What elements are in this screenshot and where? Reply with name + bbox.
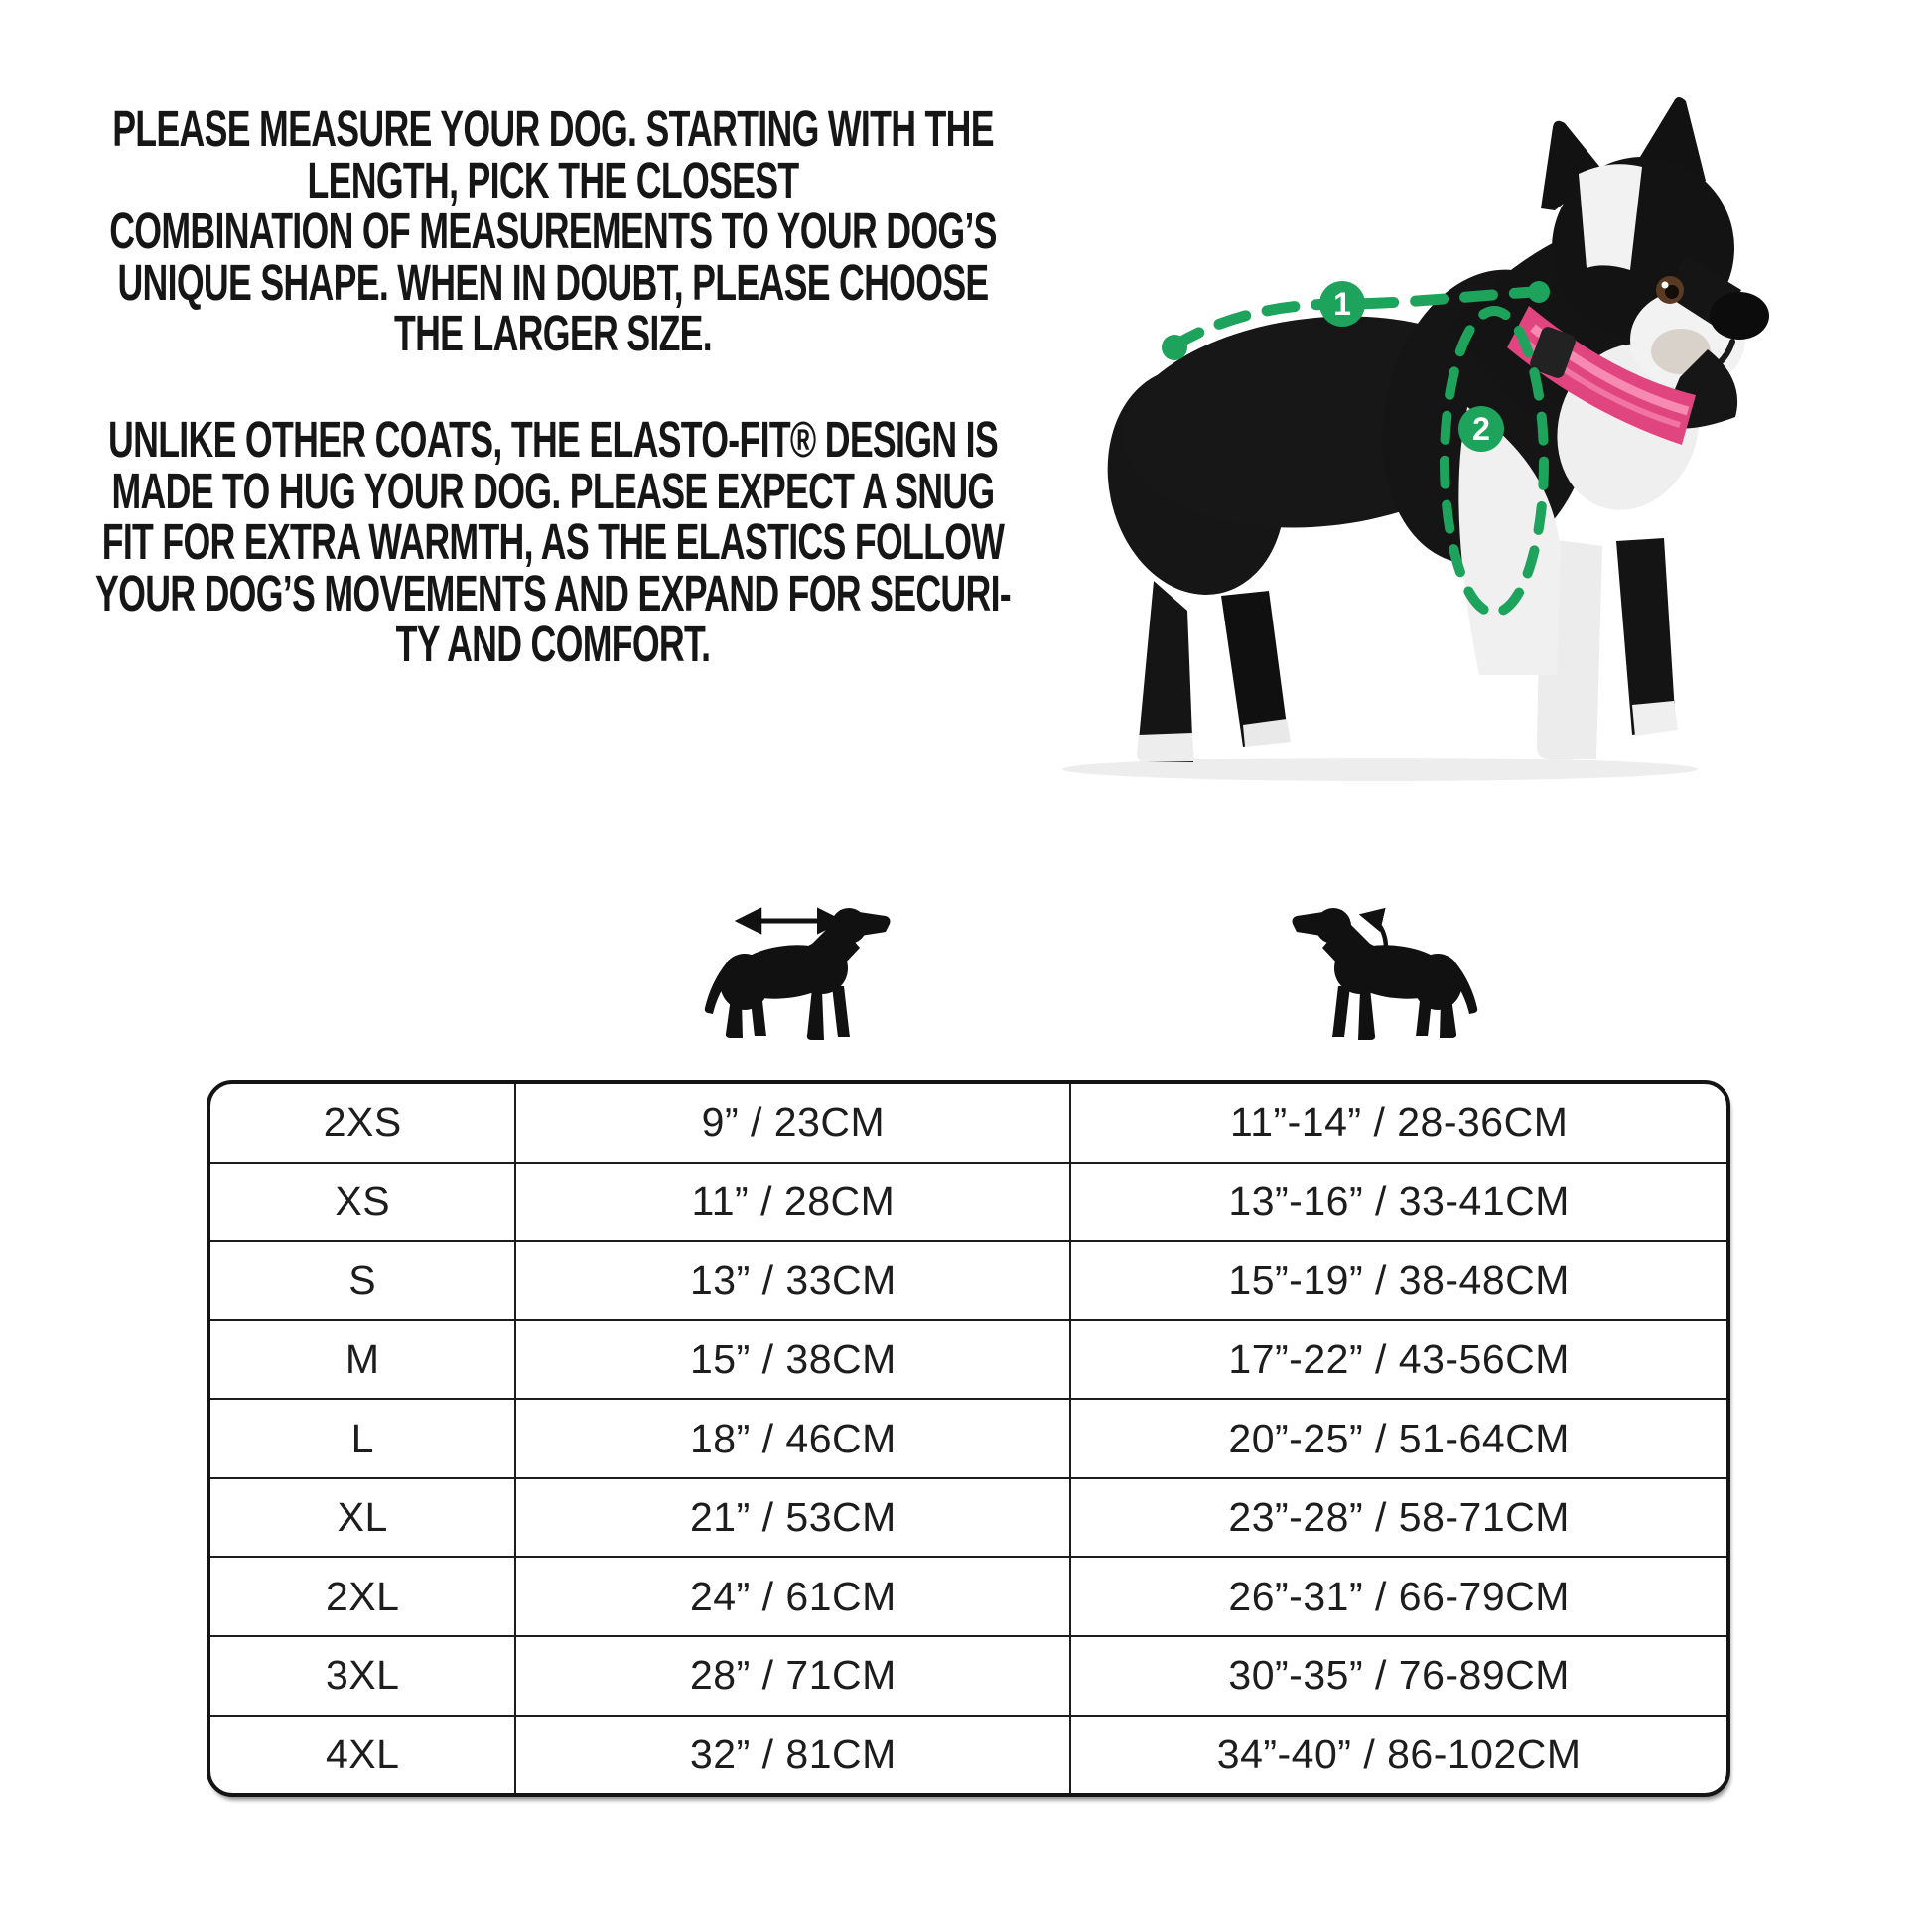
text-line: YOUR DOG’S MOVEMENTS AND EXPAND FOR SECURI- <box>95 564 1011 621</box>
length-cell: 11” / 28CM <box>516 1164 1071 1241</box>
length-cell: 21” / 53CM <box>516 1479 1071 1557</box>
girth-cell: 15”-19” / 38-48CM <box>1228 1257 1570 1304</box>
girth-dog-icon <box>1279 887 1487 1050</box>
measure-start-dot <box>1162 335 1187 360</box>
girth-cell: 26”-31” / 66-79CM <box>1228 1573 1570 1619</box>
size-cell: XL <box>210 1479 516 1557</box>
girth-cell: 34”-40” / 86-102CM <box>1216 1730 1582 1777</box>
length-cell: 9” / 23CM <box>516 1084 1071 1162</box>
length-cell: 18” / 46CM <box>516 1400 1071 1477</box>
table-row <box>210 1164 1726 1243</box>
size-cell: 4XL <box>210 1717 516 1794</box>
text-line: COMBINATION OF MEASUREMENTS TO YOUR DOG’S <box>109 203 997 259</box>
size-cell: S <box>210 1242 516 1319</box>
dog-silhouette <box>1293 908 1478 1040</box>
size-cell: 2XS <box>210 1084 516 1162</box>
girth-cell: 11”-14” / 28-36CM <box>1229 1099 1569 1146</box>
boston-terrier-illustration <box>1062 97 1769 781</box>
length-cell: 24” / 61CM <box>516 1558 1071 1635</box>
dog-measurement-photo <box>894 79 1932 784</box>
table-row <box>210 1084 1726 1164</box>
table-row <box>210 1321 1726 1401</box>
girth-cell: 17”-22” / 43-56CM <box>1228 1335 1570 1382</box>
text-line: LENGTH, PICK THE CLOSEST <box>307 151 799 208</box>
table-row <box>210 1400 1726 1479</box>
text-line: MADE TO HUG YOUR DOG. PLEASE EXPECT A SNUG <box>111 462 995 519</box>
dog-nose <box>1710 292 1769 340</box>
table-row <box>210 1479 1726 1559</box>
svg-text:2: 2 <box>1472 411 1490 447</box>
size-cell: M <box>210 1321 516 1399</box>
text-line: PLEASE MEASURE YOUR DOG. STARTING WITH THE <box>112 100 994 157</box>
size-cell: L <box>210 1400 516 1477</box>
text-line: FIT FOR EXTRA WARMTH, AS THE ELASTICS FOLLOW <box>101 513 1005 570</box>
size-cell: 2XL <box>210 1558 516 1635</box>
size-chart-table <box>207 1080 1730 1797</box>
text-line: THE LARGER SIZE. <box>393 305 713 361</box>
table-row <box>210 1637 1726 1717</box>
measure-end-dot <box>1528 281 1550 303</box>
svg-text:1: 1 <box>1333 286 1351 322</box>
length-cell: 13” / 33CM <box>516 1242 1071 1319</box>
girth-cell: 13”-16” / 33-41CM <box>1228 1177 1570 1224</box>
girth-cell: 20”-25” / 51-64CM <box>1228 1415 1570 1461</box>
measure-badge-2 <box>1458 406 1504 452</box>
text-line: UNIQUE SHAPE. WHEN IN DOUBT, PLEASE CHOOSE <box>117 253 989 311</box>
length-cell: 32” / 81CM <box>516 1717 1071 1794</box>
table-row <box>210 1558 1726 1637</box>
text-line: TY AND COMFORT. <box>395 616 711 672</box>
length-cell: 15” / 38CM <box>516 1321 1071 1399</box>
measure-badge-1 <box>1319 281 1365 327</box>
intro-paragraph-elasto-fit <box>95 411 1011 672</box>
dog-silhouette <box>705 908 891 1040</box>
length-cell: 28” / 71CM <box>516 1637 1071 1715</box>
girth-cell: 30”-35” / 76-89CM <box>1228 1652 1570 1699</box>
length-dog-icon <box>695 887 903 1050</box>
girth-cell: 23”-28” / 58-71CM <box>1228 1494 1570 1541</box>
intro-paragraph-measure <box>109 100 997 361</box>
table-row <box>210 1717 1726 1794</box>
size-cell: 3XL <box>210 1637 516 1715</box>
table-row <box>210 1242 1726 1321</box>
text-line: UNLIKE OTHER COATS, THE ELASTO-FIT® DESIGN IS <box>108 411 998 468</box>
size-cell: XS <box>210 1164 516 1241</box>
